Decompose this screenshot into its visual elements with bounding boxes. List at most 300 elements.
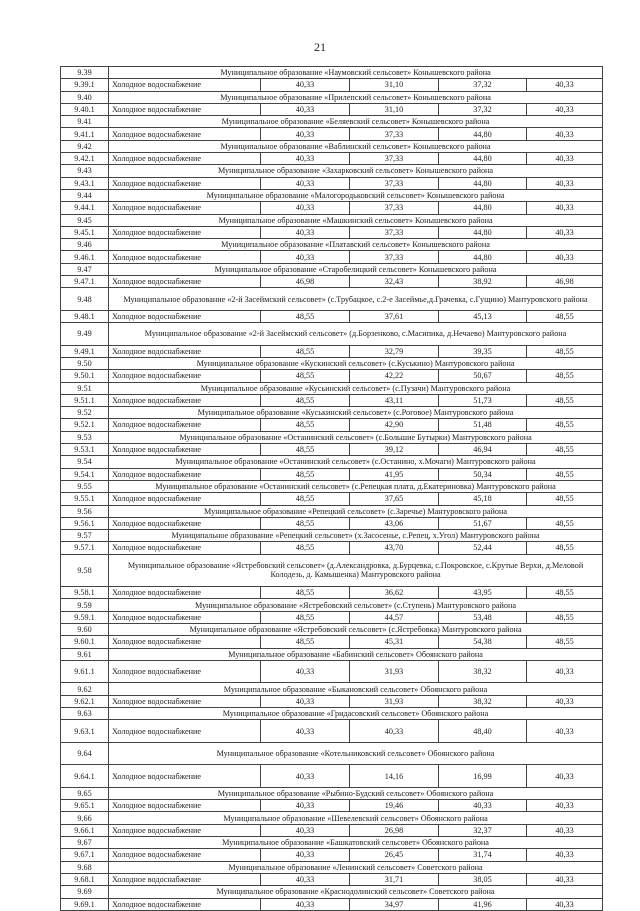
tariff-value: 39,12 <box>350 444 439 456</box>
service-row <box>61 898 603 910</box>
service-name: Холодное водоснабжение <box>109 611 261 623</box>
tariff-value: 40,33 <box>261 898 350 910</box>
service-row <box>61 128 603 140</box>
municipality-row <box>61 239 603 251</box>
row-number: 9.44.1 <box>61 202 109 214</box>
tariff-value: 48,55 <box>261 370 350 382</box>
row-number: 9.47 <box>61 263 109 275</box>
tariff-value: 45,31 <box>350 636 439 648</box>
tariff-value: 40,33 <box>261 824 350 836</box>
tariff-value: 19,46 <box>350 800 439 812</box>
tariff-value: 36,62 <box>350 587 439 599</box>
municipality-name: Муниципальное образование «Захарковский сельсовет» Конышевского района <box>109 165 603 177</box>
municipality-name: Муниципальное образование «2-й Засеймский сельсовет» (д.Борзенково, с.Масипика, д.Нечаево) Мантуровского района <box>109 323 603 346</box>
tariff-value: 40,33 <box>527 695 603 707</box>
municipality-row <box>61 214 603 226</box>
service-row <box>61 517 603 529</box>
tariff-value: 44,80 <box>439 177 527 189</box>
tariff-value: 51,73 <box>439 394 527 406</box>
tariff-value: 40,33 <box>527 153 603 165</box>
tariff-value: 31,74 <box>439 849 527 861</box>
row-number: 9.52 <box>61 407 109 419</box>
tariff-value: 40,33 <box>527 800 603 812</box>
municipality-name: Муниципальное образование «Быкановский сельсовет» Обоянского района <box>109 683 603 695</box>
service-name: Холодное водоснабжение <box>109 800 261 812</box>
tariff-value: 40,33 <box>261 128 350 140</box>
tariff-value: 37,61 <box>350 310 439 322</box>
municipality-name: Муниципальное образование «Ястребовский сельсовет» (д.Александровка, д.Бурцевка, с.Покровское, с.Крутые Верхи, д.Меловой Колодезь, д. Камышенка) Мантуровского района <box>109 554 603 587</box>
tariff-value: 38,05 <box>439 873 527 885</box>
service-name: Холодное водоснабжение <box>109 419 261 431</box>
tariff-value: 44,80 <box>439 251 527 263</box>
municipality-name: Муниципальное образование «Наумовский сельсовет» Конышевского района <box>109 67 603 79</box>
tariff-value: 16,99 <box>439 765 527 788</box>
row-number: 9.61.1 <box>61 660 109 683</box>
municipality-row <box>61 189 603 201</box>
row-number: 9.61 <box>61 648 109 660</box>
tariff-value: 48,55 <box>261 517 350 529</box>
tariff-value: 48,55 <box>527 345 603 357</box>
municipality-row <box>61 648 603 660</box>
row-number: 9.50 <box>61 357 109 369</box>
tariff-value: 40,33 <box>527 873 603 885</box>
service-row <box>61 202 603 214</box>
tariff-value: 32,37 <box>439 824 527 836</box>
service-row <box>61 587 603 599</box>
row-number: 9.55.1 <box>61 493 109 505</box>
service-row <box>61 695 603 707</box>
service-row <box>61 800 603 812</box>
tariff-value: 48,55 <box>261 310 350 322</box>
row-number: 9.63 <box>61 708 109 720</box>
tariff-value: 53,48 <box>439 611 527 623</box>
tariff-value: 48,55 <box>527 419 603 431</box>
municipality-name: Муниципальное образование «Башкатовский сельсовет» Обоянского района <box>109 837 603 849</box>
tariff-value: 42,90 <box>350 419 439 431</box>
service-row <box>61 153 603 165</box>
tariff-value: 37,33 <box>350 202 439 214</box>
municipality-row <box>61 323 603 346</box>
service-row <box>61 177 603 189</box>
row-number: 9.54.1 <box>61 468 109 480</box>
service-name: Холодное водоснабжение <box>109 276 261 288</box>
tariff-value: 44,57 <box>350 611 439 623</box>
municipality-name: Муниципальное образование «Малогородьковский сельсовет» Конышевского района <box>109 189 603 201</box>
service-name: Холодное водоснабжение <box>109 542 261 554</box>
service-name: Холодное водоснабжение <box>109 898 261 910</box>
tariff-value: 34,97 <box>350 898 439 910</box>
tariff-value: 40,33 <box>261 226 350 238</box>
row-number: 9.40 <box>61 91 109 103</box>
tariff-value: 48,55 <box>261 444 350 456</box>
row-number: 9.57 <box>61 530 109 542</box>
row-number: 9.43.1 <box>61 177 109 189</box>
tariff-value: 39,35 <box>439 345 527 357</box>
service-name: Холодное водоснабжение <box>109 310 261 322</box>
row-number: 9.39.1 <box>61 79 109 91</box>
tariff-value: 44,80 <box>439 128 527 140</box>
tariff-value: 46,98 <box>527 276 603 288</box>
row-number: 9.54 <box>61 456 109 468</box>
tariff-value: 37,65 <box>350 493 439 505</box>
tariff-value: 48,55 <box>527 370 603 382</box>
tariff-value: 40,33 <box>527 660 603 683</box>
municipality-name: Муниципальное образование «Прилепский сельсовет» Конышевского района <box>109 91 603 103</box>
row-number: 9.43 <box>61 165 109 177</box>
tariff-value: 37,32 <box>439 103 527 115</box>
tariff-value: 37,33 <box>350 128 439 140</box>
row-number: 9.58.1 <box>61 587 109 599</box>
tariff-value: 26,98 <box>350 824 439 836</box>
service-row <box>61 765 603 788</box>
row-number: 9.59 <box>61 599 109 611</box>
tariff-value: 37,33 <box>350 153 439 165</box>
tariff-value: 41,96 <box>439 898 527 910</box>
row-number: 9.56 <box>61 505 109 517</box>
service-row <box>61 103 603 115</box>
row-number: 9.51 <box>61 382 109 394</box>
row-number: 9.42.1 <box>61 153 109 165</box>
municipality-name: Муниципальное образование «Беляевский сельсовет» Конышевского района <box>109 116 603 128</box>
service-row <box>61 720 603 743</box>
service-row <box>61 394 603 406</box>
service-row <box>61 824 603 836</box>
tariff-value: 40,33 <box>261 720 350 743</box>
municipality-name: Муниципальное образование «Старобелицкий сельсовет» Конышевского района <box>109 263 603 275</box>
row-number: 9.40.1 <box>61 103 109 115</box>
tariff-value: 43,70 <box>350 542 439 554</box>
municipality-name: Муниципальное образование «Кусьинский сельсовет» (с.Пузачи) Мантуровского района <box>109 382 603 394</box>
tariff-value: 48,55 <box>261 636 350 648</box>
tariff-value: 40,33 <box>527 177 603 189</box>
municipality-row <box>61 456 603 468</box>
service-row <box>61 276 603 288</box>
tariff-value: 14,16 <box>350 765 439 788</box>
service-row <box>61 79 603 91</box>
tariff-value: 40,33 <box>439 800 527 812</box>
service-name: Холодное водоснабжение <box>109 765 261 788</box>
municipality-name: Муниципальное образование «Репецкий сельсовет» (х.Засосенье, с.Репец, х.Угол) Мантуровского района <box>109 530 603 542</box>
tariff-value: 52,44 <box>439 542 527 554</box>
municipality-name: Муниципальное образование «Куськинский сельсовет» (с.Роговое) Мантуровского района <box>109 407 603 419</box>
row-number: 9.46 <box>61 239 109 251</box>
service-name: Холодное водоснабжение <box>109 177 261 189</box>
service-name: Холодное водоснабжение <box>109 128 261 140</box>
service-name: Холодное водоснабжение <box>109 824 261 836</box>
service-name: Холодное водоснабжение <box>109 468 261 480</box>
municipality-name: Муниципальное образование «Останинский сельсовет» (с.Репецкая плата, д.Екатериновка) Мантуровского района <box>109 480 603 492</box>
service-name: Холодное водоснабжение <box>109 202 261 214</box>
service-name: Холодное водоснабжение <box>109 695 261 707</box>
service-row <box>61 849 603 861</box>
service-row <box>61 611 603 623</box>
tariff-value: 45,13 <box>439 310 527 322</box>
municipality-row <box>61 787 603 799</box>
tariff-value: 40,33 <box>527 251 603 263</box>
municipality-row <box>61 742 603 765</box>
tariff-value: 32,79 <box>350 345 439 357</box>
row-number: 9.66.1 <box>61 824 109 836</box>
municipality-row <box>61 288 603 311</box>
row-number: 9.65 <box>61 787 109 799</box>
row-number: 9.50.1 <box>61 370 109 382</box>
municipality-row <box>61 165 603 177</box>
municipality-name: Муниципальное образование «Котельниковский сельсовет» Обоянского района <box>109 742 603 765</box>
municipality-name: Муниципальное образование «Останинский сельсовет» (с.Останино, х.Мочаги) Мантуровского района <box>109 456 603 468</box>
municipality-row <box>61 886 603 898</box>
municipality-name: Муниципальное образование «Останинский сельсовет» (с.Большие Бутырки) Мантуровского района <box>109 431 603 443</box>
tariff-value: 40,33 <box>527 79 603 91</box>
municipality-row <box>61 140 603 152</box>
service-row <box>61 310 603 322</box>
tariff-value: 50,34 <box>439 468 527 480</box>
tariff-value: 48,55 <box>527 444 603 456</box>
municipality-name: Муниципальное образование «Ваблинский сельсовет» Конышевского района <box>109 140 603 152</box>
tariff-value: 38,32 <box>439 660 527 683</box>
row-number: 9.64 <box>61 742 109 765</box>
tariff-value: 48,55 <box>527 394 603 406</box>
tariff-value: 26,45 <box>350 849 439 861</box>
row-number: 9.53.1 <box>61 444 109 456</box>
row-number: 9.48 <box>61 288 109 311</box>
municipality-name: Муниципальное образование «Гридасовский сельсовет» Обоянского района <box>109 708 603 720</box>
tariff-value: 31,10 <box>350 103 439 115</box>
tariff-value: 48,55 <box>527 310 603 322</box>
tariff-value: 37,33 <box>350 251 439 263</box>
municipality-row <box>61 357 603 369</box>
municipality-name: Муниципальное образование «Платавский сельсовет» Конышевского района <box>109 239 603 251</box>
municipality-row <box>61 599 603 611</box>
tariff-value: 48,55 <box>261 611 350 623</box>
tariff-value: 41,95 <box>350 468 439 480</box>
row-number: 9.39 <box>61 67 109 79</box>
tariff-value: 48,55 <box>527 468 603 480</box>
tariff-value: 51,48 <box>439 419 527 431</box>
tariff-value: 48,55 <box>261 542 350 554</box>
municipality-row <box>61 530 603 542</box>
municipality-row <box>61 67 603 79</box>
service-row <box>61 468 603 480</box>
tariff-value: 40,33 <box>527 898 603 910</box>
municipality-name: Муниципальное образование «Кускинский сельсовет» (с.Куськино) Мантуровского района <box>109 357 603 369</box>
tariff-value: 40,33 <box>527 765 603 788</box>
tariff-value: 48,55 <box>261 345 350 357</box>
row-number: 9.52.1 <box>61 419 109 431</box>
service-name: Холодное водоснабжение <box>109 587 261 599</box>
service-name: Холодное водоснабжение <box>109 849 261 861</box>
service-row <box>61 873 603 885</box>
municipality-name: Муниципальное образование «Ястребовский сельсовет» (с.Ступень) Мантуровского района <box>109 599 603 611</box>
tariff-value: 44,80 <box>439 153 527 165</box>
tariff-value: 40,33 <box>527 824 603 836</box>
row-number: 9.44 <box>61 189 109 201</box>
tariff-value: 37,33 <box>350 177 439 189</box>
tariff-value: 48,55 <box>261 468 350 480</box>
row-number: 9.41 <box>61 116 109 128</box>
row-number: 9.53 <box>61 431 109 443</box>
row-number: 9.60 <box>61 624 109 636</box>
municipality-row <box>61 837 603 849</box>
municipality-row <box>61 116 603 128</box>
row-number: 9.60.1 <box>61 636 109 648</box>
row-number: 9.47.1 <box>61 276 109 288</box>
municipality-name: Муниципальное образование «Рыбино-Будский сельсовет» Обоянского района <box>109 787 603 799</box>
service-name: Холодное водоснабжение <box>109 493 261 505</box>
municipality-name: Муниципальное образование «Репецкий сельсовет» (с.Заречье) Мантуровского района <box>109 505 603 517</box>
service-name: Холодное водоснабжение <box>109 444 261 456</box>
row-number: 9.58 <box>61 554 109 587</box>
row-number: 9.66 <box>61 812 109 824</box>
tariff-value: 40,33 <box>527 720 603 743</box>
row-number: 9.42 <box>61 140 109 152</box>
tariff-value: 40,33 <box>261 202 350 214</box>
tariff-value: 51,67 <box>439 517 527 529</box>
service-name: Холодное водоснабжение <box>109 370 261 382</box>
tariff-value: 48,55 <box>261 587 350 599</box>
tariff-value: 48,55 <box>527 493 603 505</box>
tariff-value: 31,10 <box>350 79 439 91</box>
row-number: 9.49 <box>61 323 109 346</box>
tariff-value: 40,33 <box>261 765 350 788</box>
service-row <box>61 345 603 357</box>
municipality-name: Муниципальное образование «Бабинский сельсовет» Обоянского района <box>109 648 603 660</box>
service-name: Холодное водоснабжение <box>109 660 261 683</box>
service-row <box>61 542 603 554</box>
municipality-row <box>61 480 603 492</box>
tariff-value: 38,32 <box>439 695 527 707</box>
tariff-value: 48,55 <box>527 542 603 554</box>
tariff-value: 44,80 <box>439 202 527 214</box>
row-number: 9.69 <box>61 886 109 898</box>
service-name: Холодное водоснабжение <box>109 345 261 357</box>
tariff-value: 40,33 <box>261 660 350 683</box>
service-name: Холодное водоснабжение <box>109 251 261 263</box>
row-number: 9.57.1 <box>61 542 109 554</box>
service-name: Холодное водоснабжение <box>109 517 261 529</box>
municipality-row <box>61 624 603 636</box>
tariff-value: 40,33 <box>261 103 350 115</box>
row-number: 9.69.1 <box>61 898 109 910</box>
row-number: 9.62 <box>61 683 109 695</box>
municipality-name: Муниципальное образование «Ястребовский сельсовет» (с.Ястребовка) Мантуровского района <box>109 624 603 636</box>
tariff-value: 43,11 <box>350 394 439 406</box>
service-name: Холодное водоснабжение <box>109 720 261 743</box>
row-number: 9.67 <box>61 837 109 849</box>
tariff-value: 44,80 <box>439 226 527 238</box>
tariff-value: 38,92 <box>439 276 527 288</box>
tariff-value: 48,55 <box>261 493 350 505</box>
tariff-value: 40,33 <box>261 251 350 263</box>
municipality-row <box>61 407 603 419</box>
tariff-value: 40,33 <box>261 695 350 707</box>
tariff-value: 48,40 <box>439 720 527 743</box>
tariff-table <box>60 66 603 911</box>
service-row <box>61 226 603 238</box>
tariff-value: 48,55 <box>261 419 350 431</box>
service-name: Холодное водоснабжение <box>109 226 261 238</box>
tariff-value: 45,18 <box>439 493 527 505</box>
tariff-value: 40,33 <box>261 849 350 861</box>
tariff-value: 40,33 <box>527 202 603 214</box>
row-number: 9.68.1 <box>61 873 109 885</box>
tariff-value: 48,55 <box>261 394 350 406</box>
row-number: 9.45 <box>61 214 109 226</box>
municipality-row <box>61 431 603 443</box>
tariff-value: 43,95 <box>439 587 527 599</box>
tariff-value: 40,33 <box>261 800 350 812</box>
municipality-name: Муниципальное образование «Ленинский сельсовет» Советского района <box>109 861 603 873</box>
service-row <box>61 251 603 263</box>
tariff-value: 32,43 <box>350 276 439 288</box>
service-name: Холодное водоснабжение <box>109 394 261 406</box>
row-number: 9.51.1 <box>61 394 109 406</box>
tariff-value: 40,33 <box>527 103 603 115</box>
service-row <box>61 370 603 382</box>
tariff-value: 54,38 <box>439 636 527 648</box>
tariff-value: 48,55 <box>527 611 603 623</box>
tariff-value: 40,33 <box>527 226 603 238</box>
tariff-value: 40,33 <box>261 873 350 885</box>
municipality-name: Муниципальное образование «Машкинский сельсовет» Конышевского района <box>109 214 603 226</box>
row-number: 9.59.1 <box>61 611 109 623</box>
tariff-value: 48,55 <box>527 636 603 648</box>
row-number: 9.67.1 <box>61 849 109 861</box>
municipality-row <box>61 812 603 824</box>
row-number: 9.63.1 <box>61 720 109 743</box>
municipality-row <box>61 708 603 720</box>
row-number: 9.45.1 <box>61 226 109 238</box>
row-number: 9.68 <box>61 861 109 873</box>
municipality-row <box>61 263 603 275</box>
tariff-value: 50,67 <box>439 370 527 382</box>
page-number: 21 <box>314 40 326 54</box>
tariff-value: 46,98 <box>261 276 350 288</box>
tariff-value: 37,33 <box>350 226 439 238</box>
row-number: 9.46.1 <box>61 251 109 263</box>
municipality-row <box>61 683 603 695</box>
service-name: Холодное водоснабжение <box>109 636 261 648</box>
service-row <box>61 636 603 648</box>
municipality-name: Муниципальное образование «2-й Засеймский сельсовет» (с.Трубацкое, с.2-е Засеймье,д.Грачевка, с.Гущино) Мантуровского района <box>109 288 603 311</box>
tariff-value: 42,22 <box>350 370 439 382</box>
municipality-row <box>61 861 603 873</box>
row-number: 9.64.1 <box>61 765 109 788</box>
row-number: 9.56.1 <box>61 517 109 529</box>
tariff-value: 40,33 <box>527 128 603 140</box>
service-name: Холодное водоснабжение <box>109 103 261 115</box>
tariff-value: 40,33 <box>261 153 350 165</box>
tariff-value: 40,33 <box>261 79 350 91</box>
row-number: 9.65.1 <box>61 800 109 812</box>
service-row <box>61 444 603 456</box>
service-name: Холодное водоснабжение <box>109 79 261 91</box>
service-name: Холодное водоснабжение <box>109 153 261 165</box>
municipality-row <box>61 554 603 587</box>
tariff-value: 48,55 <box>527 587 603 599</box>
municipality-row <box>61 382 603 394</box>
service-row <box>61 419 603 431</box>
municipality-row <box>61 505 603 517</box>
tariff-value: 43,06 <box>350 517 439 529</box>
row-number: 9.62.1 <box>61 695 109 707</box>
tariff-value: 40,33 <box>350 720 439 743</box>
row-number: 9.48.1 <box>61 310 109 322</box>
tariff-value: 40,33 <box>261 177 350 189</box>
tariff-value: 48,55 <box>527 517 603 529</box>
row-number: 9.41.1 <box>61 128 109 140</box>
tariff-value: 37,32 <box>439 79 527 91</box>
service-row <box>61 660 603 683</box>
